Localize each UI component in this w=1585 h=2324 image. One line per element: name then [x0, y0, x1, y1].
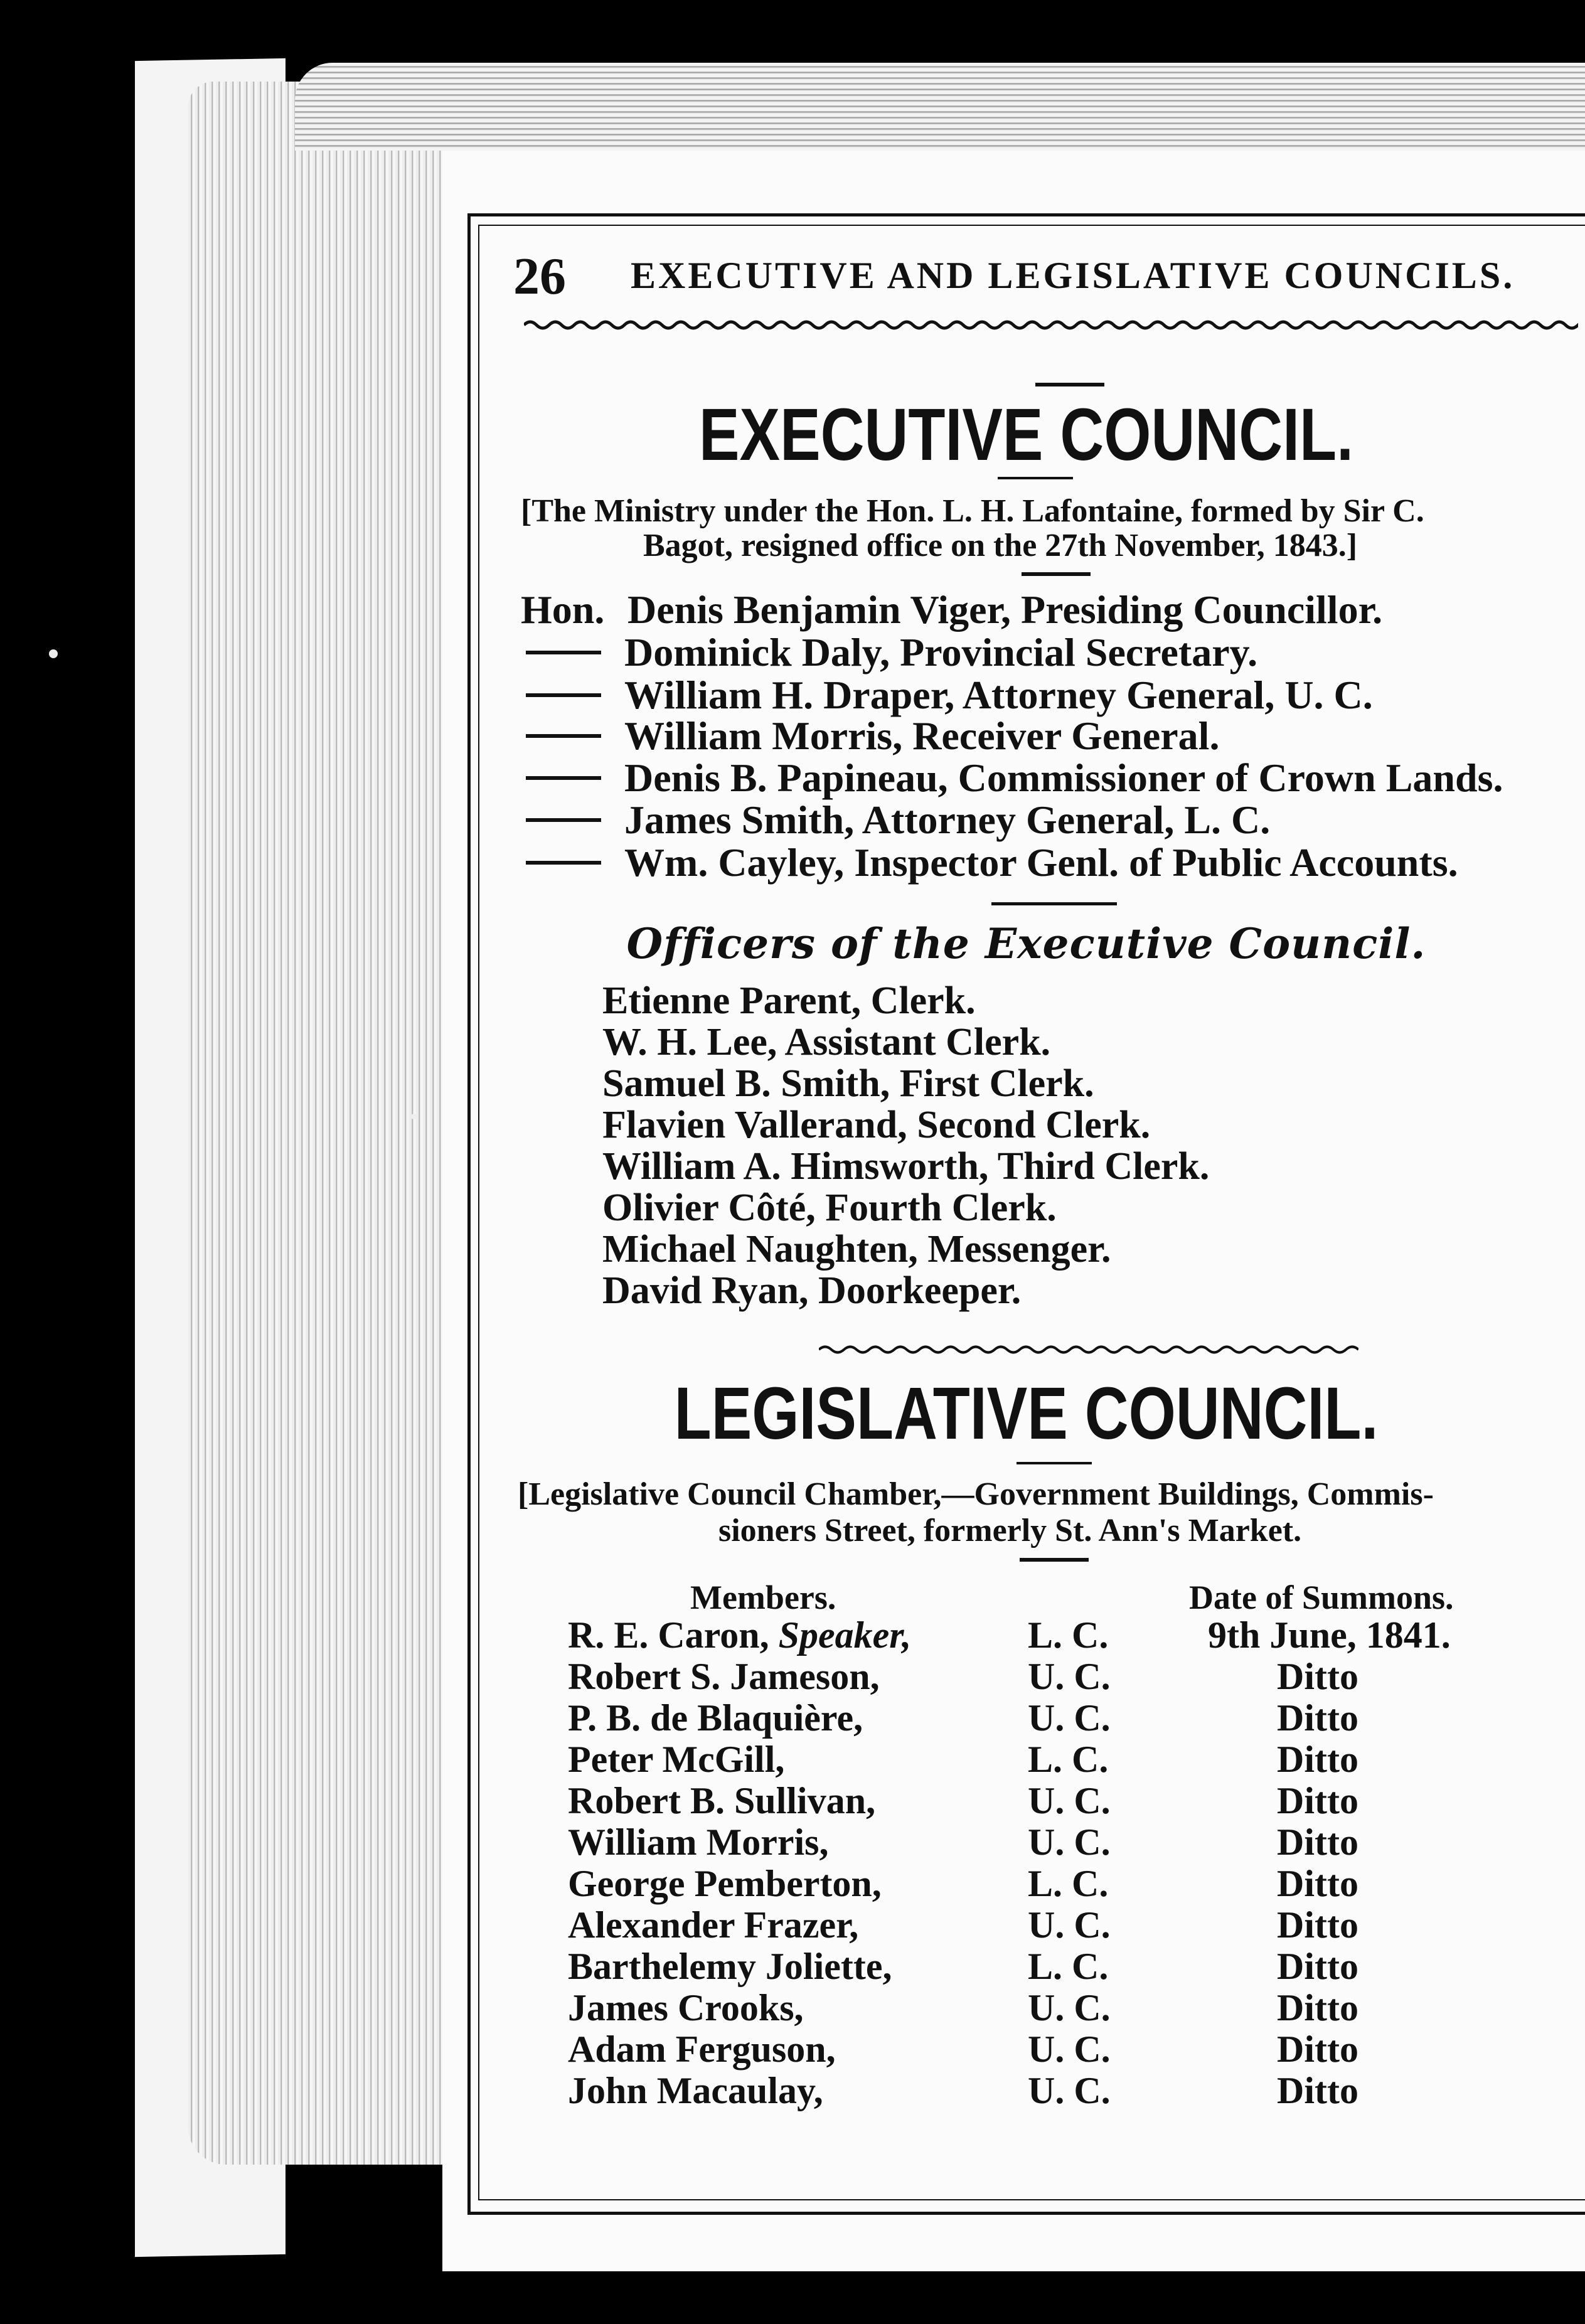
member-name: Robert S. Jameson, [568, 1656, 880, 1697]
section-wavy-rule [819, 1343, 1358, 1357]
member-province: L. C. [1028, 1863, 1109, 1904]
member-name: Robert B. Sullivan, [568, 1780, 876, 1821]
member-date: Ditto [1277, 1780, 1358, 1821]
speck [49, 649, 58, 658]
ditto-dash [526, 651, 601, 654]
member-date: Ditto [1277, 1946, 1358, 1987]
officer-entry: Michael Naughten, Messenger. [602, 1228, 1111, 1271]
member-date: 9th June, 1841. [1208, 1614, 1451, 1656]
member-entry: James Smith, Attorney General, L. C. [624, 797, 1271, 842]
note-rule [1020, 1558, 1089, 1562]
officer-entry: Etienne Parent, Clerk. [602, 979, 976, 1022]
member-name: John Macaulay, [568, 2070, 823, 2111]
member-province: U. C. [1028, 2070, 1111, 2111]
column-header-members: Members. [690, 1579, 836, 1616]
member-name: George Pemberton, [568, 1863, 882, 1904]
member-name: Adam Ferguson, [568, 2028, 836, 2070]
member-entry: Dominick Daly, Provincial Secretary. [624, 630, 1258, 674]
member-date: Ditto [1277, 1904, 1358, 1946]
member-name: Peter McGill, [568, 1739, 785, 1780]
header-wavy-rule [524, 317, 1578, 333]
member-province: U. C. [1028, 1656, 1111, 1697]
title-rule-top [1035, 383, 1104, 386]
executive-council-title: EXECUTIVE COUNCIL. [699, 393, 1353, 476]
ditto-dash [526, 818, 601, 822]
member-province: U. C. [1028, 2028, 1111, 2070]
officer-entry: Olivier Côté, Fourth Clerk. [602, 1186, 1057, 1229]
member-province: U. C. [1028, 1697, 1111, 1739]
title-underline [998, 477, 1073, 479]
section-rule [991, 902, 1117, 905]
member-date: Ditto [1277, 2028, 1358, 2070]
legislative-note-line2: sioners Street, formerly St. Ann's Market. [718, 1513, 1302, 1548]
page-edges-top [295, 63, 1585, 151]
ditto-dash [526, 693, 601, 697]
member-entry: Denis B. Papineau, Commissioner of Crown Lands. [624, 755, 1503, 800]
member-prefix: Hon. [521, 587, 605, 632]
ditto-dash [526, 776, 601, 780]
member-entry: William H. Draper, Attorney General, U. C. [624, 673, 1373, 717]
member-date: Ditto [1277, 1987, 1358, 2028]
member-province: L. C. [1028, 1614, 1109, 1656]
officer-entry: Samuel B. Smith, First Clerk. [602, 1062, 1094, 1105]
member-name: Alexander Frazer, [568, 1904, 859, 1946]
page-number: 26 [513, 247, 566, 306]
member-entry: Wm. Cayley, Inspector Genl. of Public Accounts. [624, 840, 1458, 885]
member-province: U. C. [1028, 1821, 1111, 1863]
member-date: Ditto [1277, 1739, 1358, 1780]
ditto-dash [526, 734, 601, 738]
running-head: EXECUTIVE AND LEGISLATIVE COUNCILS. [631, 255, 1515, 296]
member-name [568, 1614, 911, 1657]
legislative-note-line1: [Legislative Council Chamber,—Government Buildings, Commis- [518, 1476, 1434, 1512]
officer-entry: David Ryan, Doorkeeper. [602, 1269, 1022, 1312]
officer-entry: Flavien Vallerand, Second Clerk. [602, 1104, 1151, 1146]
member-province: U. C. [1028, 1904, 1111, 1946]
member-name: William Morris, [568, 1821, 829, 1863]
member-date: Ditto [1277, 1697, 1358, 1739]
executive-note-line1: [The Ministry under the Hon. L. H. Lafontaine, formed by Sir C. [521, 493, 1424, 529]
member-name: James Crooks, [568, 1987, 804, 2028]
member-province: L. C. [1028, 1739, 1109, 1780]
note-rule [1022, 572, 1091, 576]
member-date: Ditto [1277, 1656, 1358, 1697]
member-province: U. C. [1028, 1780, 1111, 1821]
officer-entry: William A. Himsworth, Third Clerk. [602, 1145, 1210, 1188]
member-date: Ditto [1277, 2070, 1358, 2111]
officer-entry: W. H. Lee, Assistant Clerk. [602, 1021, 1051, 1063]
member-name: P. B. de Blaquière, [568, 1697, 863, 1739]
member-entry: Denis Benjamin Viger, Presiding Councillor. [627, 587, 1383, 632]
member-role: Speaker, [778, 1614, 912, 1656]
member-province: U. C. [1028, 1987, 1111, 2028]
speck [411, 1114, 417, 1119]
column-header-date: Date of Summons. [1189, 1579, 1454, 1616]
officers-heading: Officers of the Executive Council. [626, 919, 1426, 968]
member-province: L. C. [1028, 1946, 1109, 1987]
member-date: Ditto [1277, 1821, 1358, 1863]
member-date: Ditto [1277, 1863, 1358, 1904]
member-name-text: R. E. Caron, [568, 1614, 779, 1656]
member-entry: William Morris, Receiver General. [624, 713, 1220, 758]
ditto-dash [526, 861, 601, 865]
title-underline [1017, 1462, 1092, 1464]
legislative-council-title: LEGISLATIVE COUNCIL. [674, 1372, 1379, 1455]
member-name: Barthelemy Joliette, [568, 1946, 892, 1987]
executive-note-line2: Bagot, resigned office on the 27th November, 1843.] [643, 528, 1358, 563]
